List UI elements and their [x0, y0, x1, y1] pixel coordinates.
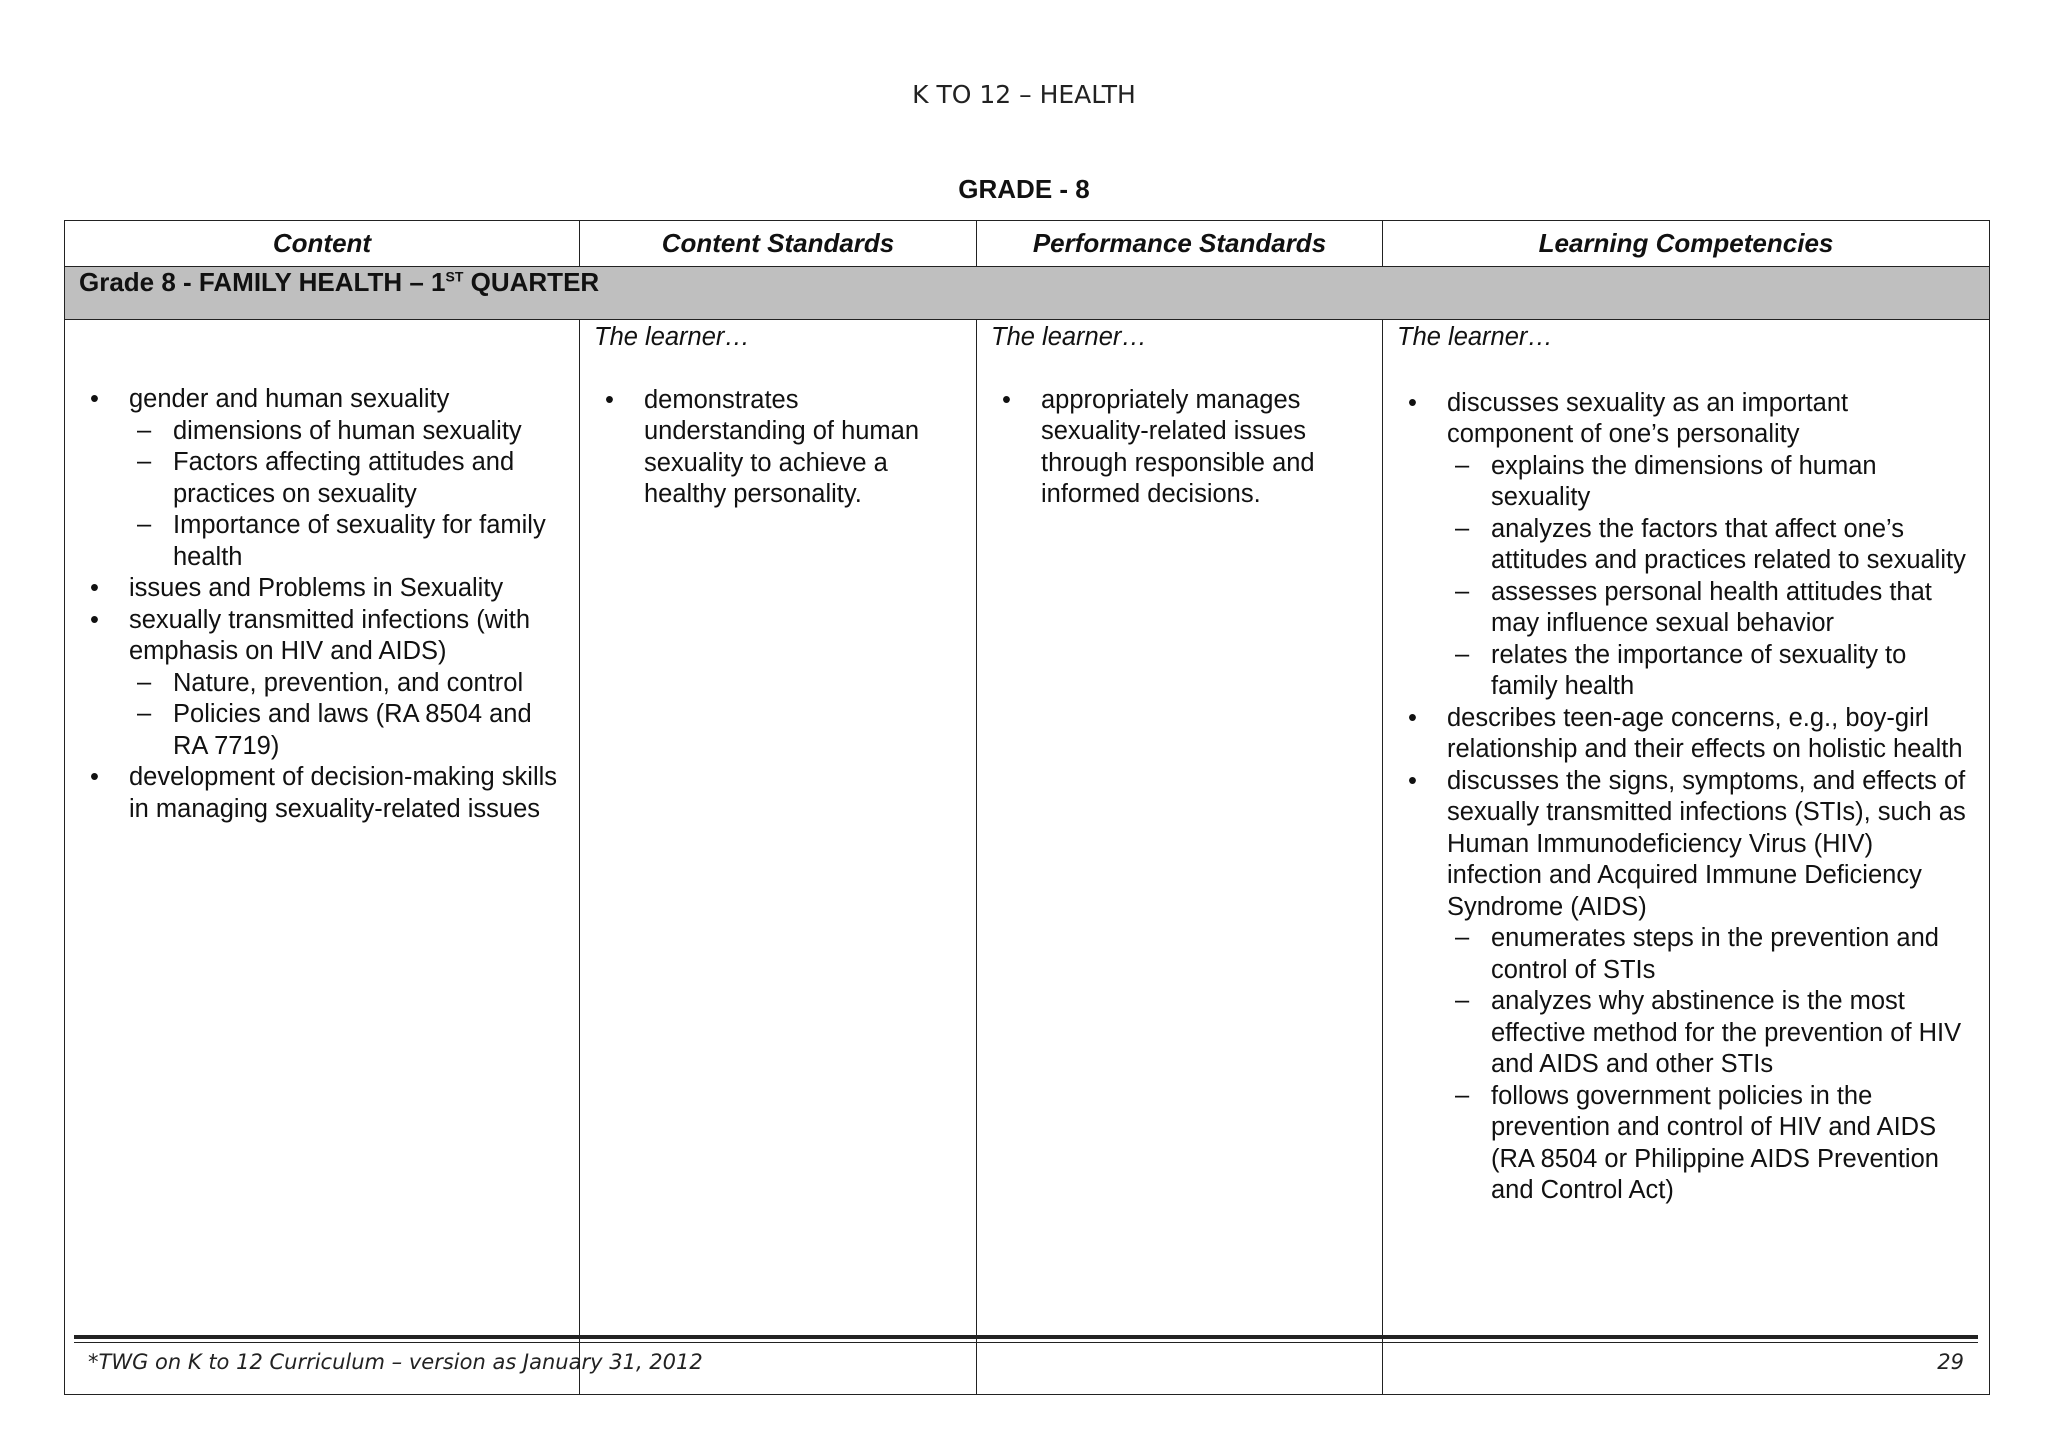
- list-item: • demonstrates understanding of human sexuality to achieve a healthy personality.: [605, 385, 920, 508]
- sub-item-text: analyzes why abstinence is the most effective method for the prevention of HIV and AIDS and other STIs: [1491, 987, 1962, 1078]
- grade-title: GRADE - 8: [958, 174, 1090, 204]
- sub-item: – Policies and laws (RA 8504 and RA 7719): [137, 699, 532, 760]
- table-header-row: [65, 221, 1990, 267]
- sub-item: – Nature, prevention, and control: [137, 667, 524, 697]
- curriculum-table: [64, 220, 1990, 1395]
- list-item-text: discusses sexuality as an important component of one’s personality: [1447, 388, 1849, 448]
- sub-item-text: enumerates steps in the prevention and control of STIs: [1491, 924, 1939, 984]
- sub-item: – Importance of sexuality for family health: [137, 510, 546, 571]
- sub-item-text: Nature, prevention, and control: [173, 668, 524, 697]
- sub-item-text: Factors affecting attitudes and practices on sexuality: [173, 448, 515, 508]
- list-item-text: appropriately manages sexuality-related issues through responsible and informed decisions.: [1041, 385, 1315, 508]
- sub-item: – dimensions of human sexuality: [137, 415, 522, 445]
- footer-rule-thin: [74, 1342, 1978, 1343]
- page-header-title: K TO 12 – HEALTH: [912, 80, 1136, 109]
- column-header-learning-competencies: Learning Competencies: [1383, 221, 1990, 267]
- sub-item: – assesses personal health attitudes that may influence sexual behavior: [1455, 576, 1932, 637]
- footer-version-note: *TWG on K to 12 Curriculum – version as January 31, 2012: [88, 1350, 703, 1374]
- content-list: [79, 384, 565, 825]
- quarter-label-sup: ST: [445, 268, 464, 285]
- list-item: • discusses sexuality as an important component of one’s personality – explains the dimensions of human sexuality – analyzes the factors that affect one’s attitudes and practices related to sexuality – assesses personal health attitudes that may influence sexual behavior – relates the importance of sexuality to family health: [1397, 388, 1975, 703]
- learner-label: The learner…: [594, 323, 750, 351]
- sub-item-text: explains the dimensions of human sexuality: [1491, 451, 1877, 511]
- sub-item-text: Policies and laws (RA 8504 and RA 7719): [173, 700, 532, 760]
- list-item: • gender and human sexuality – dimensions of human sexuality – Factors affecting attitudes and practices on sexuality – Importance of sexuality for family health: [79, 384, 565, 573]
- quarter-label: [65, 267, 1990, 320]
- list-item-text: sexually transmitted infections (with emphasis on HIV and AIDS): [129, 605, 531, 665]
- list-item: • development of decision-making skills in managing sexuality-related issues: [90, 763, 558, 823]
- sub-item: – Factors affecting attitudes and practices on sexuality: [137, 447, 515, 508]
- list-item-text: gender and human sexuality: [129, 385, 450, 413]
- performance-standards-list: [991, 385, 1368, 511]
- list-item: • describes teen-age concerns, e.g., boy-girl relationship and their effects on holistic health: [1408, 703, 1963, 763]
- quarter-row: [65, 267, 1990, 320]
- learner-label: The learner…: [1397, 323, 1553, 351]
- column-header-content-standards: Content Standards: [580, 221, 977, 267]
- sub-item-text: follows government policies in the prevention and control of HIV and AIDS (RA 8504 or Philippine AIDS Prevention and Control Act): [1491, 1081, 1939, 1204]
- sub-item-text: Importance of sexuality for family health: [173, 511, 546, 571]
- sub-item: – relates the importance of sexuality to family health: [1455, 639, 1907, 700]
- list-item-text: issues and Problems in Sexuality: [129, 574, 504, 602]
- sub-item: – explains the dimensions of human sexuality: [1455, 450, 1877, 511]
- sub-item-text: dimensions of human sexuality: [173, 416, 522, 445]
- learner-label: The learner…: [991, 323, 1147, 351]
- sub-item-text: relates the importance of sexuality to family health: [1491, 640, 1907, 700]
- sub-item: – analyzes the factors that affect one’s attitudes and practices related to sexuality: [1455, 513, 1966, 574]
- sub-item: – follows government policies in the prevention and control of HIV and AIDS (RA 8504 or Philippine AIDS Prevention and Control Act): [1455, 1080, 1939, 1204]
- sub-item-text: assesses personal health attitudes that may influence sexual behavior: [1491, 577, 1932, 637]
- list-item: • sexually transmitted infections (with emphasis on HIV and AIDS) – Nature, prevention, and control – Policies and laws (RA 8504 and RA 7719): [79, 605, 565, 763]
- sub-item: – enumerates steps in the prevention and control of STIs: [1455, 923, 1939, 984]
- content-standards-cell: [580, 320, 977, 1395]
- list-item-text: demonstrates understanding of human sexuality to achieve a healthy personality.: [644, 385, 920, 508]
- performance-standards-cell: [977, 320, 1383, 1395]
- list-item: • appropriately manages sexuality-related issues through responsible and informed decisions.: [1002, 385, 1315, 508]
- sub-item-text: analyzes the factors that affect one’s attitudes and practices related to sexuality: [1491, 514, 1966, 574]
- quarter-label-prefix: Grade 8 - FAMILY HEALTH – 1: [79, 267, 446, 297]
- content-standards-list: [594, 385, 962, 511]
- list-item-text: development of decision-making skills in managing sexuality-related issues: [129, 763, 558, 823]
- table-row: [65, 320, 1990, 1395]
- page-number: 29: [1937, 1350, 1964, 1374]
- learning-competencies-cell: [1383, 320, 1990, 1395]
- learning-competencies-list: [1397, 388, 1975, 1207]
- list-item-text: discusses the signs, symptoms, and effects of sexually transmitted infections (STIs), such as Human Immunodeficiency Virus (HIV) infection and Acquired Immune Deficiency Syndrome (AIDS): [1447, 766, 1966, 921]
- column-header-content: Content: [65, 221, 580, 267]
- content-cell: [65, 320, 580, 1395]
- list-item-text: describes teen-age concerns, e.g., boy-girl relationship and their effects on holistic health: [1447, 703, 1963, 763]
- list-item: • issues and Problems in Sexuality: [90, 574, 504, 602]
- list-item: • discusses the signs, symptoms, and effects of sexually transmitted infections (STIs), such as Human Immunodeficiency Virus (HIV) infection and Acquired Immune Deficiency Syndrome (AIDS) – enumerates steps in the prevention and control of STIs – analyzes why abstinence is the most effective method for the prevention of HIV and AIDS and other STIs – follows government policies in the prevention and control of HIV and AIDS (RA 8504 or Philippine AIDS Prevention and Control Act): [1397, 766, 1975, 1207]
- column-header-performance-standards: Performance Standards: [977, 221, 1383, 267]
- quarter-label-suffix: QUARTER: [463, 267, 600, 297]
- sub-item: – analyzes why abstinence is the most effective method for the prevention of HIV and AIDS and other STIs: [1455, 986, 1962, 1078]
- footer-rule-thick: [74, 1335, 1978, 1339]
